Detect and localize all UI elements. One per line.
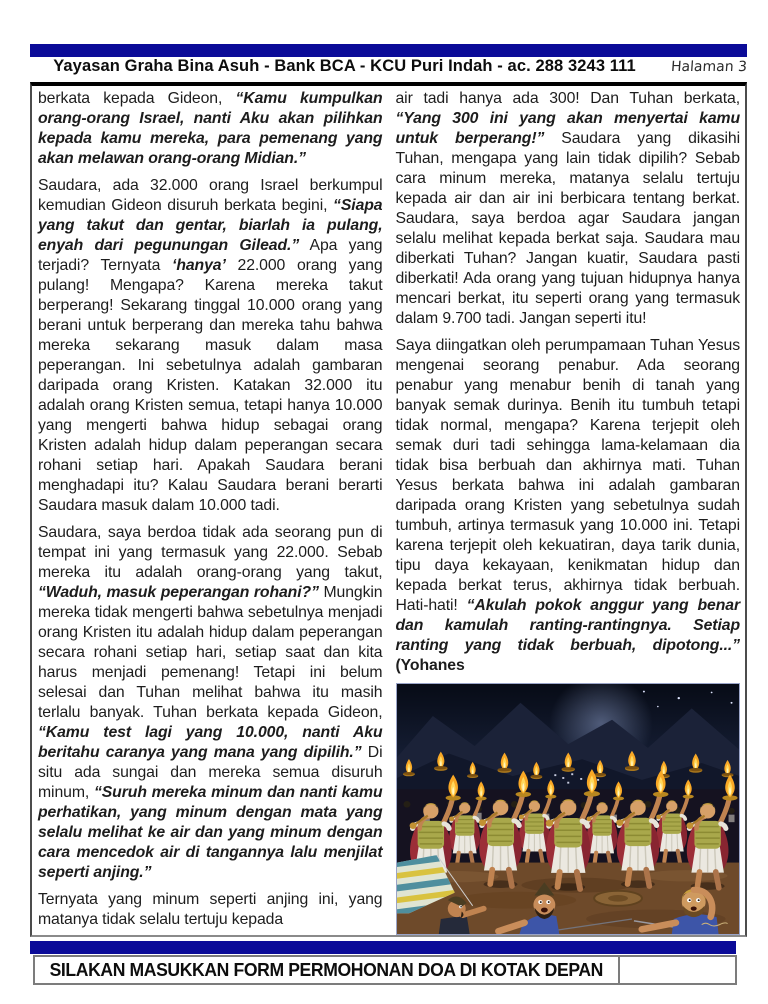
paragraph [38,89,383,169]
right-column [396,89,741,935]
footer-notice-cell [35,957,620,983]
text-segment: Mungkin mereka tidak mengerti bahwa sebetulnya menjadi orang Kristen itu adalah hidup dalam peperangan secara rohani setiap hari, setiap saat dan kita harus menjadi pemenang! Tetapi ini belum selesai dan Tuhan melihat bahwa itu masih terlalu banyak. Tuhan berkata kepada Gideon, [38,584,383,721]
gideon-army-illustration [396,683,741,935]
text-segment: Saudara, ada 32.000 orang Israel berkumpul kemudian Gideon disuruh berkata begini, [38,177,383,214]
text-segment: Di situ ada sungai dan mereka semua disuruh minum, [38,744,383,801]
text-segment: Saudara yang dikasihi Tuhan, mengapa yang lain tidak dipilih? Sebab cara minum mereka, matanya selalu tertuju kepada air dan air ini berbicara tentang berkat. Saudara, saya berdoa agar Saudara jangan selalu melihat kepada berkat saja. Saudara mau diberkati Tuhan? Jangan kuatir, Saudara pasti diberkati! Ada orang yang tujuan hidupnya hanya mencari berkat, itu seperti orang yang termasuk dalam 9.700 tadi. Jangan seperti itu! [395,130,740,327]
text-segment: “Kamu test lagi yang 10.000, nanti Aku beritahu caranya yang mana yang dipilih.” [38,724,383,761]
paragraph [396,336,741,676]
bottom-divider-bar [30,941,736,954]
text-segment: 22.000 orang yang pulang! Mengapa? Karena mereka takut berperang! Sekarang tinggal 10.000 orang yang berani untuk berperang dan mereka tahu bahwa mereka sekarang masuk dalam masa peperangan. Ini sebetulnya adalah gambaran daripada orang Kristen. Katakan 32.000 itu adalah orang Kristen semua, tetapi hanya 10.000 yang mengerti bahwa hidup sebagai orang Kristen adalah hidup dalam peperangan secara rohani setiap hari. Apakah Saudara berani menghadapi itu? Kalau Saudara berani berarti Saudara masuk dalam 10.000 tadi. [38,257,383,514]
text-segment: “Waduh, masuk peperangan rohani?” [38,584,319,601]
paragraph [396,89,741,329]
paragraph [38,176,383,516]
left-column [38,89,383,935]
text-segment: berkata kepada Gideon, [38,90,236,107]
text-segment: Apa yang terjadi? Ternyata [38,237,383,274]
page-number: Halaman 3 [670,59,748,75]
text-segment: Saudara, saya berdoa tidak ada seorang pun di tempat ini yang termasuk yang 22.000. Sebab mereka itu adalah orang-orang yang takut, [38,524,383,581]
article-frame [30,82,747,937]
text-segment: Saya diingatkan oleh perumpamaan Tuhan Yesus mengenai seorang penabur. Ada seorang penabur yang menabur benih di tanah yang banyak semak durinya. Benih itu tumbuh tetapi tidak normal, mengapa? Karena terjepit oleh semak duri tadi sehingga lama-kelamaan dia tidak bisa berbuah dan akhirnya mati. Tuhan Yesus berkata bahwa ini adalah gambaran daripada orang Kristen yang sebetulnya sudah tumbuh, artinya termasuk yang 10.000 ini. Tetapi karena terjepit oleh kekuatiran, daya tarik dunia, tipu daya kekayaan, kenikmatan hidup dan kepada berkat terus, akhirnya tidak berbuah. Hati-hati! [395,337,740,614]
text-segment: ‘hanya’ [172,257,226,274]
paragraph [38,890,383,930]
text-segment: “Kamu kumpulkan orang-orang Israel, nanti Aku akan pilihkan kepada kamu mereka, para pemenang yang akan melawan orang-orang Midian.” [38,90,383,167]
text-segment: air tadi hanya ada 300! Dan Tuhan berkata, [395,90,740,107]
text-segment: “Akulah pokok anggur yang benar dan kamulah ranting-rantingnya. Setiap ranting yang tidak berbuah, dipotong...” [395,597,740,654]
page-header [30,57,747,81]
text-segment: “Siapa yang takut dan gentar, biarlah ia pulang, enyah dari pegunungan Gilead.” [38,197,383,254]
footer-notice-box [33,955,737,985]
footer-empty-cell [620,957,735,983]
text-segment: Ternyata yang minum seperti anjing ini, yang matanya tidak selalu tertuju kepada [38,891,383,928]
right-column-text [396,89,741,683]
top-divider-bar [30,44,747,57]
text-segment: “Yang 300 ini yang akan menyertai kamu untuk berperang!” [395,110,740,147]
footer-notice: SILAKAN MASUKKAN FORM PERMOHONAN DOA DI KOTAK DEPAN [49,959,603,980]
page-title: Yayasan Graha Bina Asuh - Bank BCA - KCU Puri Indah - ac. 288 3243 111 [53,57,636,75]
text-segment: (Yohanes [395,657,465,674]
text-segment: “Suruh mereka minum dan nanti kamu perhatikan, yang minum dengan mata yang selalu melihat ke air dan yang minum dengan cara mencedok air di tangannya lalu menjilat seperti anjing.” [38,784,383,881]
paragraph [38,523,383,883]
